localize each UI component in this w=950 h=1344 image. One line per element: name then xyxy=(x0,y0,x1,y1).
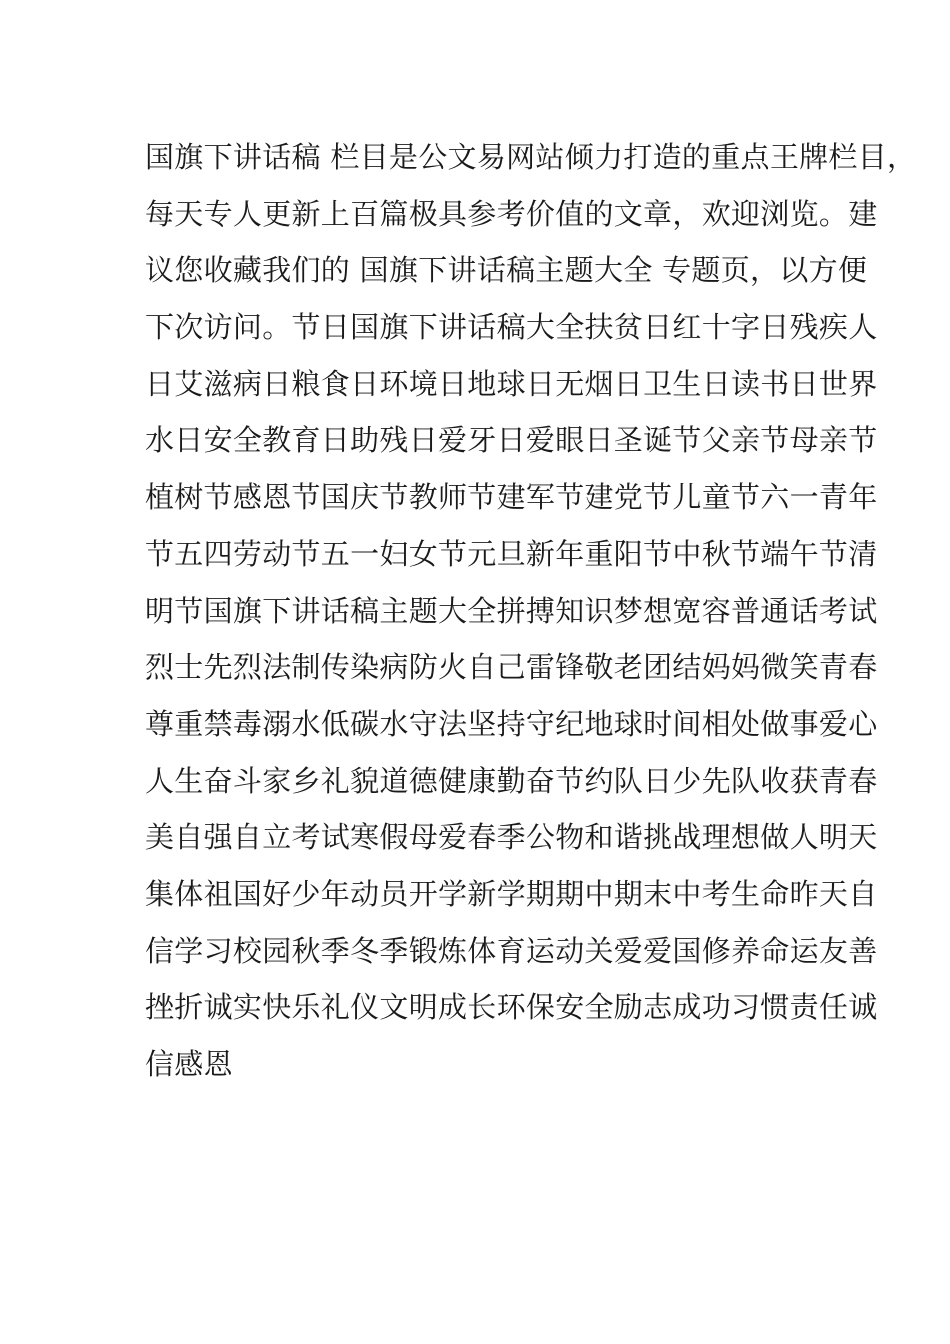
text-line: 人生奋斗家乡礼貌道德健康勤奋节约队日少先队收获青春 xyxy=(145,763,878,798)
text-line: 挫折诚实快乐礼仪文明成长环保安全励志成功习惯责任诚 xyxy=(145,990,878,1025)
text-line: 美自强自立考试寒假母爱春季公物和谐挑战理想做人明天 xyxy=(145,820,878,855)
text-line: 下次访问。节日国旗下讲话稿大全扶贫日红十字日残疾人 xyxy=(145,310,878,345)
text-line: 每天专人更新上百篇极具参考价值的文章，欢迎浏览。建 xyxy=(145,196,878,231)
text-line: 议您收藏我们的 国旗下讲话稿主题大全 专题页，以方便 xyxy=(145,253,868,288)
text-line: 日艾滋病日粮食日环境日地球日无烟日卫生日读书日世界 xyxy=(145,366,878,401)
text-line: 信学习校园秋季冬季锻炼体育运动关爱爱国修养命运友善 xyxy=(145,933,878,968)
text-line: 国旗下讲话稿 栏目是公文易网站倾力打造的重点王牌栏目， xyxy=(145,140,917,174)
text-line: 明节国旗下讲话稿主题大全拼搏知识梦想宽容普通话考试 xyxy=(145,593,878,628)
text-line: 植树节感恩节国庆节教师节建军节建党节儿童节六一青年 xyxy=(145,480,878,515)
text-line: 信感恩 xyxy=(145,1047,233,1081)
text-line: 水日安全教育日助残日爱牙日爱眼日圣诞节父亲节母亲节 xyxy=(145,423,878,458)
text-line: 节五四劳动节五一妇女节元旦新年重阳节中秋节端午节清 xyxy=(145,536,878,571)
text-line: 尊重禁毒溺水低碳水守法坚持守纪地球时间相处做事爱心 xyxy=(145,706,878,741)
text-line: 烈士先烈法制传染病防火自己雷锋敬老团结妈妈微笑青春 xyxy=(145,650,878,685)
text-line: 集体祖国好少年动员开学新学期期中期末中考生命昨天自 xyxy=(145,876,878,911)
body-paragraph xyxy=(145,129,917,1093)
